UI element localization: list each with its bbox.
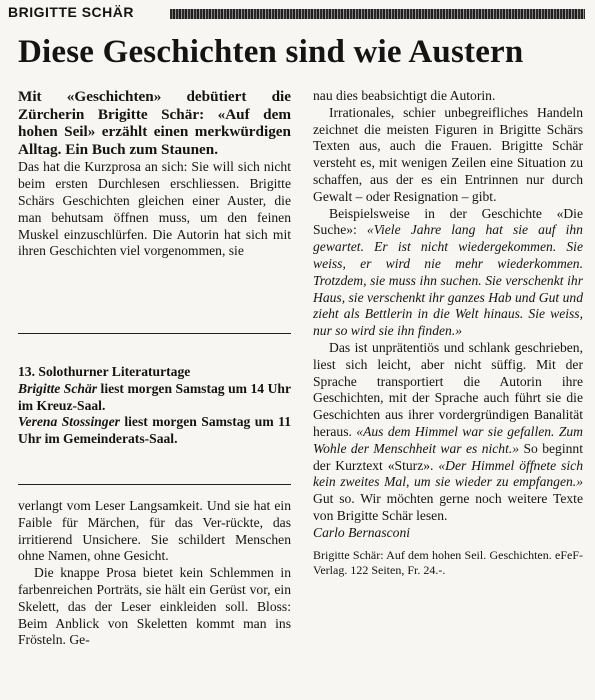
p4-part-a: Das ist unprätentiös und schlank geschrieben, liest sich leicht, aber nicht süffig. Mit der Sprache transportiert die Autorin ihre Geschichten, mit der Sprache auch führt sie die Geschichten aus ihrer vordergründigen Banalität heraus.: [313, 339, 583, 439]
p4-part-c: Gut so. Wir möchten gerne noch weitere Texte von Brigitte Schär lesen.: [313, 491, 583, 523]
left-paragraph-1: Das hat die Kurzprosa an sich: Sie will sich nicht beim ersten Durchlesen erschliessen. Brigitte Schärs Geschichten gleichen einer Auster, die man behutsam öffnen muss, um den feinen Muskel einzuschlürfen. Die Autorin hat sich mit ihren Geschichten viel vorgenommen, sie: [18, 159, 291, 259]
p4-quote-2: «Der Himmel öffnete sich kein zweites Mal, um sie wieder zu empfangen.»: [313, 457, 583, 490]
left-column-continued: [18, 498, 291, 649]
event-2-text: liest morgen Samstag um 11 Uhr im Gemeinderats-Saal.: [18, 414, 291, 447]
p3-quote: «Viele Jahre lang hat sie auf ihn gewartet. Er ist nicht wiedergekommen. Sie weiss, er wird nie mehr wiederkommen. Trotzdem, sie muss ihn suchen. Sie verschenkt ihr Haus, sie verschenkt ihr ganzes Hab und Gut und zieht als Bettlerin in die Welt hinaus. Sie weiss, nur so wird sie ihn finden.»: [313, 222, 583, 339]
event-1-name: Brigitte Schär: [18, 380, 98, 396]
event-1: [18, 381, 291, 415]
divider-top: [18, 333, 291, 334]
p3-intro: Beispielsweise in der Geschichte «Die Suche»:: [313, 205, 583, 238]
book-info: Brigitte Schär: Auf dem hohen Seil. Geschichten. eFeF-Verlag. 122 Seiten, Fr. 24.-.: [313, 547, 583, 577]
event-box: [18, 364, 291, 448]
kicker-rule: [170, 9, 585, 19]
p4-quote-1: «Aus dem Himmel war sie gefallen. Zum Wohle der Menschheit war es nicht.»: [313, 423, 583, 456]
event-2: [18, 414, 291, 448]
right-column: [313, 88, 583, 578]
event-1-text: liest morgen Samstag um 14 Uhr im Kreuz-Saal.: [18, 380, 291, 413]
left-paragraph-3: Die knappe Prosa bietet kein Schlemmen in farbenreichen Porträts, sie hält ein Gerüst vor, ein Skelett, das der Leser einkleiden soll. Bloss: Beim Anblick von Skeletten kommt man ins Frösteln. Ge-: [18, 565, 291, 648]
author-kicker: BRIGITTE SCHÄR: [8, 4, 134, 20]
divider-bottom: [18, 484, 291, 485]
right-paragraph-1: nau dies beabsichtigt die Autorin.: [313, 88, 496, 103]
byline: Carlo Bernasconi: [313, 524, 411, 540]
headline: Diese Geschichten sind wie Austern: [18, 34, 524, 70]
right-paragraph-4: [313, 340, 583, 525]
lede: Mit «Geschichten» debütiert die Zürcherin Brigitte Schär: «Auf dem hohen Seil» erzählt einen merkwürdigen Alltag. Ein Buch zum Staunen.: [18, 88, 291, 158]
event-2-name: Verena Stossinger: [18, 414, 120, 430]
event-title: 13. Solothurner Literaturtage: [18, 364, 191, 379]
right-paragraph-3: [313, 206, 583, 340]
left-column: [18, 88, 291, 260]
right-paragraph-2: Irrationales, schier unbegreifliches Handeln zeichnet die meisten Figuren in Brigitte Schärs Texten aus, auch die Frauen. Brigitte Schär versteht es, mit wenigen Zeilen eine Situation zu schaffen, aus der es ein Entrinnen nur durch Gewalt – oder Resignation – gibt.: [313, 104, 583, 204]
p4-part-b: So beginnt der Kurztext «Sturz».: [313, 440, 583, 473]
left-paragraph-2: verlangt vom Leser Langsamkeit. Und sie hat ein Faible für Märchen, für das Ver-rückte, das irritierend Unsichere. Sie schildert Menschen ohne Namen, ohne Gesicht.: [18, 498, 291, 564]
